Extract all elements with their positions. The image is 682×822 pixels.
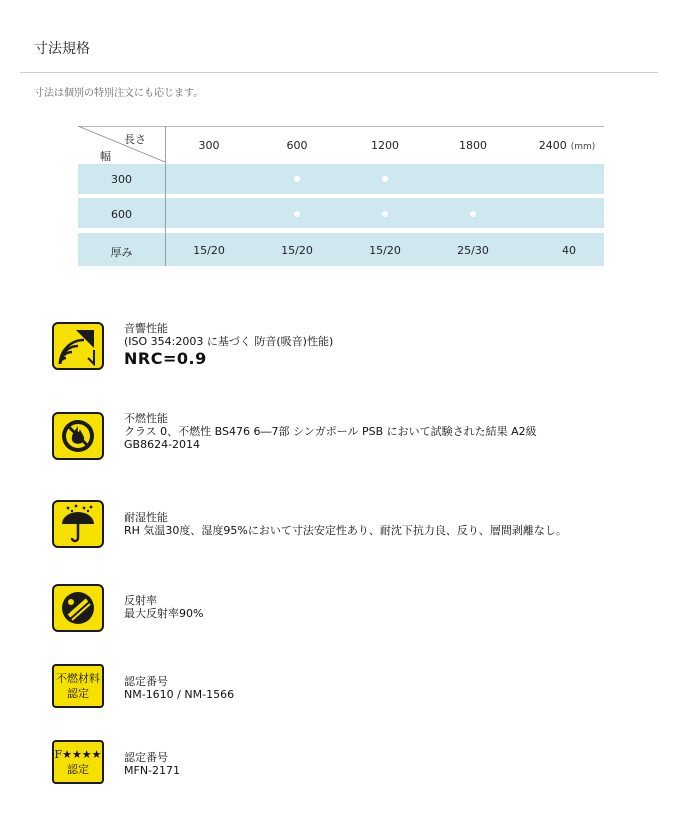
sound-heading: 音響性能	[124, 322, 168, 335]
umbrella-rain-icon	[52, 500, 104, 548]
length-2400: 2400 (mm)	[538, 139, 596, 152]
reflectance-value: 最大反射率90%	[124, 607, 204, 620]
availability-dot	[470, 211, 476, 217]
humidity-description: RH 気温30度、湿度95%において寸法安定性あり、耐沈下抗力良、反り、層間剥離なし。	[124, 524, 567, 537]
reflectance-icon	[52, 584, 104, 632]
fire-standard: GB8624-2014	[124, 438, 201, 451]
nonflammable-cert-badge: 不燃材料 認定	[52, 664, 104, 708]
width-300-label: 300	[111, 173, 132, 186]
thickness-value: 15/20	[281, 244, 313, 257]
fire-class: クラス 0、不燃性 BS476 6―7部 シンガポール PSB において試験された結果 A2級	[124, 425, 537, 438]
f-four-star-cert-badge: F★★★★ 認定	[52, 740, 104, 784]
availability-dot	[382, 176, 388, 182]
cert1-heading: 認定番号	[124, 675, 168, 688]
length-1800: 1800	[459, 139, 487, 152]
cert2-text	[124, 751, 180, 777]
availability-dot	[294, 176, 300, 182]
availability-dot	[382, 211, 388, 217]
availability-dot	[294, 211, 300, 217]
thickness-value: 40	[562, 244, 576, 257]
length-300: 300	[198, 139, 220, 152]
reflectance-text	[124, 594, 203, 620]
dimension-table	[78, 126, 604, 266]
sound-absorption-icon	[52, 322, 104, 370]
thickness-label: 厚み	[110, 246, 133, 259]
fire-text	[124, 412, 537, 451]
cert2-heading: 認定番号	[124, 751, 168, 764]
cert1-number: NM-1610 / NM-1566	[124, 688, 235, 701]
thickness-value: 25/30	[457, 244, 489, 257]
thickness-value: 15/20	[369, 244, 401, 257]
page-title: 寸法規格	[34, 41, 90, 57]
humidity-heading: 耐湿性能	[124, 511, 168, 524]
cert1-text	[124, 675, 234, 701]
width-600-label: 600	[111, 208, 132, 221]
length-header: 長さ	[124, 133, 146, 146]
width-header: 幅	[100, 150, 111, 163]
title-divider	[20, 72, 658, 73]
thickness-value: 15/20	[193, 244, 225, 257]
fire-heading: 不燃性能	[124, 412, 168, 425]
sound-standard: (ISO 354:2003 に基づく 防音(吸音)性能)	[124, 335, 334, 348]
cert2-number: MFN-2171	[124, 764, 181, 777]
reflectance-heading: 反射率	[124, 594, 157, 607]
fire-resistance-icon	[52, 412, 104, 460]
length-1200: 1200	[371, 139, 399, 152]
length-600: 600	[286, 139, 308, 152]
nrc-value: NRC=0.9	[124, 349, 207, 368]
unit-label: (mm)	[570, 142, 596, 152]
custom-order-note: 寸法は個別の特別注文にも応じます。	[34, 88, 204, 99]
humidity-text	[124, 511, 567, 537]
header-diagonal	[78, 126, 166, 164]
sound-text	[124, 322, 333, 370]
